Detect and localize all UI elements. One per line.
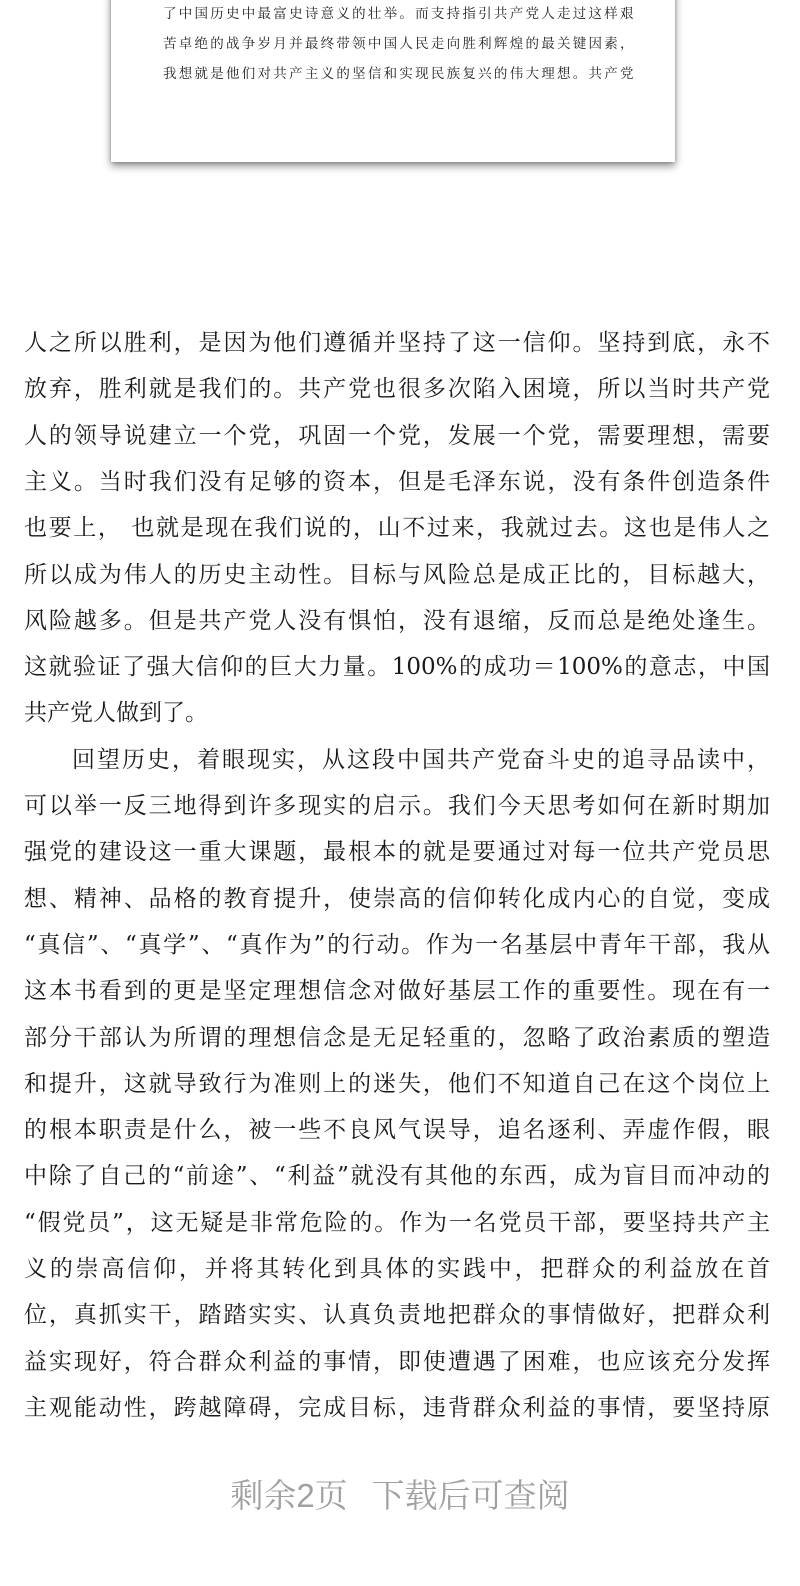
body-text-line: “假党员”，这无疑是非常危险的。作为一名党员干部，要坚持共产主 [24,1209,770,1236]
body-text-line: 义的崇高信仰，并将其转化到具体的实践中，把群众的利益放在首 [24,1256,770,1282]
body-text-line: “真信”、“真学”、“真作为”的行动。作为一名基层中青年干部，我从 [24,931,770,958]
body-text-line: 也要上， 也就是现在我们说的，山不过来，我就过去。这也是伟人之 [24,515,770,542]
body-text-line: 共产党人做到了。 [24,700,208,727]
body-text-line: 人的领导说建立一个党，巩固一个党，发展一个党，需要理想，需要 [24,422,770,449]
body-text-line: 主义。当时我们没有足够的资本，但是毛泽东说，没有条件创造条件 [24,468,770,495]
body-text-line: 风险越多。但是共产党人没有惧怕，没有退缩，反而总是绝处逢生。 [24,607,770,634]
body-text-line: 益实现好，符合群众利益的事情，即使遭遇了困难，也应该充分发挥 [24,1348,770,1375]
body-text-line: 强党的建设这一重大课题，最根本的就是要通过对每一位共产党员思 [24,839,770,866]
body-text-line: 可以举一反三地得到许多现实的启示。我们今天思考如何在新时期加 [24,793,770,819]
body-text-line: 这本书看到的更是坚定理想信念对做好基层工作的重要性。现在有一 [24,978,770,1005]
body-text-line: 主观能动性，跨越障碍，完成目标，违背群众利益的事情，要坚持原 [24,1394,770,1421]
body-text-line: 部分干部认为所谓的理想信念是无足轻重的，忽略了政治素质的塑造 [24,1024,770,1051]
body-text-line: 放弃，胜利就是我们的。共产党也很多次陷入困境，所以当时共产党 [24,376,770,403]
page-preview-card [111,0,675,162]
body-text-line: 中除了自己的“前途”、“利益”就没有其他的东西，成为盲目而冲动的 [24,1163,770,1190]
body-text-line: 回望历史，着眼现实，从这段中国共产党奋斗史的追寻品读中， [72,746,770,773]
remaining-pages-label: 剩余2页 [230,1477,348,1514]
card-text-line: 了中国历史中最富史诗意义的壮举。而支持指引共产党人走过这样艰 [163,6,634,22]
card-text-line: 苦卓绝的战争岁月并最终带领中国人民走向胜利辉煌的最关键因素， [163,36,634,52]
body-text-line: 位，真抓实干，踏踏实实、认真负责地把群众的事情做好，把群众利 [24,1302,770,1329]
body-text-line: 这就验证了强大信仰的巨大力量。100%的成功＝100%的意志，中国 [24,654,770,681]
download-to-read-more[interactable] [0,1470,800,1517]
body-text-line: 的根本职责是什么，被一些不良风气误导，追名逐利、弄虚作假，眼 [24,1117,770,1144]
card-text-line: 我想就是他们对共产主义的坚信和实现民族复兴的伟大理想。共产党 [163,66,634,82]
body-text-line: 所以成为伟人的历史主动性。目标与风险总是成正比的，目标越大， [24,561,770,588]
download-hint-label: 下载后可查阅 [371,1477,570,1514]
body-text-line: 人之所以胜利，是因为他们遵循并坚持了这一信仰。坚持到底，永不 [24,330,770,356]
body-text-line: 和提升，这就导致行为准则上的迷失，他们不知道自己在这个岗位上 [24,1070,770,1097]
body-text-line: 想、精神、品格的教育提升，使崇高的信仰转化成内心的自觉，变成 [24,885,770,912]
